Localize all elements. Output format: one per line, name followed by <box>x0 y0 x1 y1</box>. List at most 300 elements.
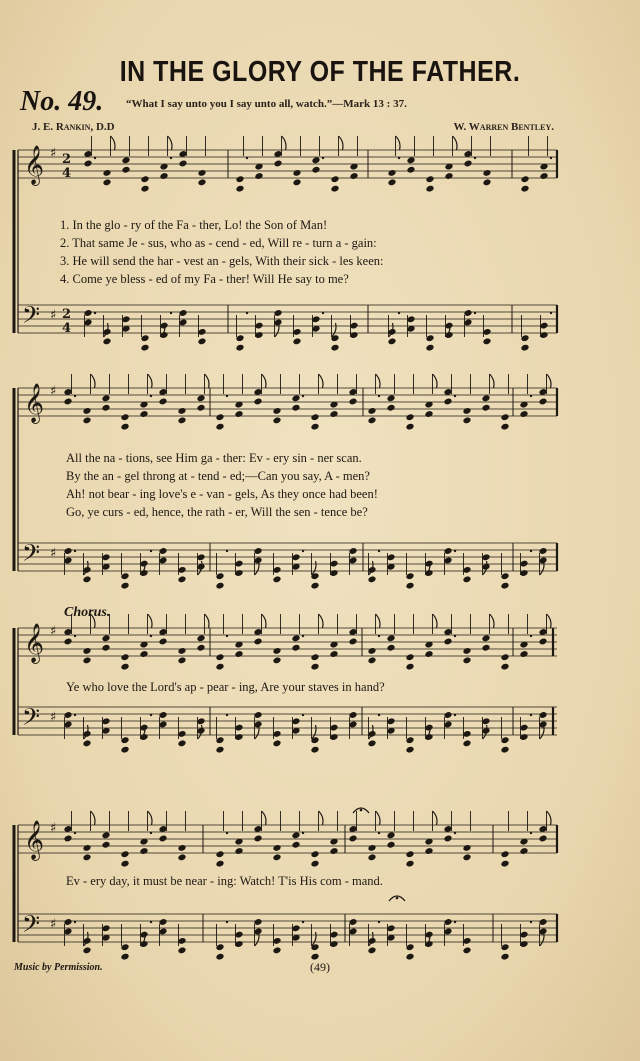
note-head <box>101 394 110 402</box>
note-head <box>367 647 376 655</box>
note-dot <box>74 550 76 552</box>
note-dot <box>170 157 172 159</box>
note-head <box>310 663 319 671</box>
note-dot <box>474 312 476 314</box>
note-head <box>121 156 130 164</box>
treble-clef: 𝄞 <box>24 145 45 185</box>
note-head <box>348 638 357 646</box>
verse-line: All the na - tions, see Him ga - ther: Ev - ery sin - ner scan. <box>66 451 362 465</box>
note-flag <box>339 136 344 150</box>
note-flag <box>205 374 210 388</box>
note-head <box>235 175 244 183</box>
note-head <box>387 178 396 186</box>
note-head <box>311 156 320 164</box>
note-head <box>140 344 149 352</box>
note-head <box>310 413 319 421</box>
note-head <box>158 398 167 406</box>
note-head <box>82 647 91 655</box>
note-head <box>177 575 186 583</box>
note-dot <box>530 714 532 716</box>
note-head <box>367 416 376 424</box>
note-head <box>444 172 453 180</box>
note-head <box>82 946 91 954</box>
note-head <box>310 582 319 590</box>
note-head <box>405 413 414 421</box>
note-head <box>367 739 376 747</box>
note-head <box>405 653 414 661</box>
note-head <box>520 344 529 352</box>
note-dot <box>226 832 228 834</box>
note-head <box>405 423 414 431</box>
note-head <box>482 337 491 345</box>
note-head <box>500 860 509 868</box>
sharp-sign: ♯ <box>50 308 57 323</box>
note-head <box>215 860 224 868</box>
note-flag <box>547 374 552 388</box>
note-dot <box>74 714 76 716</box>
note-head <box>405 582 414 590</box>
note-head <box>102 169 111 177</box>
note-dot <box>302 714 304 716</box>
note-dot <box>302 395 304 397</box>
note-head <box>500 582 509 590</box>
note-flag <box>282 136 287 150</box>
note-head <box>272 416 281 424</box>
note-head <box>482 169 491 177</box>
note-flag <box>205 614 210 628</box>
note-head <box>235 185 244 193</box>
note-head <box>273 160 282 168</box>
note-head <box>462 844 471 852</box>
note-dot <box>246 312 248 314</box>
note-dot <box>454 832 456 834</box>
note-dot <box>550 312 552 314</box>
note-flag <box>433 614 438 628</box>
note-head <box>462 739 471 747</box>
sharp-sign: ♯ <box>50 146 57 161</box>
note-head <box>500 850 509 858</box>
note-head <box>215 653 224 661</box>
note-dot <box>94 312 96 314</box>
note-head <box>367 656 376 664</box>
bass-clef: 𝄢 <box>22 539 41 572</box>
sharp-sign: ♯ <box>50 710 57 725</box>
note-head <box>386 644 395 652</box>
note-head <box>101 404 110 412</box>
note-flag <box>168 136 173 150</box>
note-head <box>291 394 300 402</box>
hymn-title: IN THE GLORY OF THE FATHER. <box>119 55 521 89</box>
bass-clef: 𝄢 <box>22 910 41 943</box>
note-head <box>405 746 414 754</box>
sharp-sign: ♯ <box>50 624 57 639</box>
note-head <box>272 407 281 415</box>
note-head <box>500 423 509 431</box>
note-flag <box>490 614 495 628</box>
note-dot <box>302 635 304 637</box>
note-flag <box>91 374 96 388</box>
note-head <box>234 847 243 855</box>
note-head <box>538 835 547 843</box>
composer-credit: W. Warren Bentley. <box>453 121 554 133</box>
note-head <box>462 853 471 861</box>
note-dot <box>530 550 532 552</box>
note-head <box>215 746 224 754</box>
note-head <box>349 172 358 180</box>
chorus-line: Ye who love the Lord's ap - pear - ing, Are your staves in hand? <box>66 680 385 694</box>
note-flag <box>376 374 381 388</box>
sharp-sign: ♯ <box>50 821 57 836</box>
note-head <box>82 656 91 664</box>
note-dot <box>74 635 76 637</box>
note-head <box>159 172 168 180</box>
note-head <box>539 172 548 180</box>
note-dot <box>302 550 304 552</box>
note-dot <box>550 157 552 159</box>
note-flag <box>111 136 116 150</box>
note-dot <box>322 157 324 159</box>
note-head <box>425 175 434 183</box>
note-head <box>330 344 339 352</box>
note-dot <box>378 635 380 637</box>
note-head <box>443 638 452 646</box>
scripture-epigraph: “What I say unto you I say unto all, watch.”—Mark 13 : 37. <box>126 98 407 110</box>
sharp-sign: ♯ <box>50 917 57 932</box>
note-head <box>387 169 396 177</box>
note-dot <box>226 550 228 552</box>
note-head <box>215 663 224 671</box>
note-head <box>215 423 224 431</box>
time-signature: 2 <box>62 152 72 167</box>
note-head <box>538 398 547 406</box>
note-head <box>367 844 376 852</box>
note-head <box>367 853 376 861</box>
note-head <box>177 416 186 424</box>
note-head <box>196 394 205 402</box>
note-flag <box>91 811 96 825</box>
note-head <box>178 160 187 168</box>
treble-clef: 𝄞 <box>24 820 45 860</box>
note-flag <box>148 614 153 628</box>
note-head <box>310 423 319 431</box>
note-head <box>177 844 186 852</box>
note-head <box>120 860 129 868</box>
note-dot <box>74 832 76 834</box>
note-head <box>177 407 186 415</box>
note-dot <box>150 550 152 552</box>
note-head <box>102 337 111 345</box>
note-dot <box>398 312 400 314</box>
note-flag <box>312 932 317 946</box>
note-head <box>310 653 319 661</box>
note-head <box>139 847 148 855</box>
note-head <box>177 647 186 655</box>
note-dot <box>530 395 532 397</box>
note-head <box>196 634 205 642</box>
note-head <box>215 413 224 421</box>
time-signature: 2 <box>62 307 72 322</box>
note-head <box>139 410 148 418</box>
note-head <box>292 169 301 177</box>
note-head <box>424 410 433 418</box>
note-head <box>215 582 224 590</box>
time-signature: 4 <box>62 166 72 181</box>
verse-line: 4. Come ye bless - ed of my Fa - ther! Will He say to me? <box>60 272 349 286</box>
note-flag <box>262 811 267 825</box>
note-head <box>386 841 395 849</box>
note-head <box>253 638 262 646</box>
music-permission-credit: Music by Permission. <box>14 962 103 973</box>
note-dot <box>378 395 380 397</box>
note-head <box>272 575 281 583</box>
note-head <box>386 831 395 839</box>
note-head <box>82 416 91 424</box>
note-head <box>140 185 149 193</box>
note-head <box>82 575 91 583</box>
note-head <box>462 656 471 664</box>
note-flag <box>453 136 458 150</box>
note-head <box>348 398 357 406</box>
note-head <box>310 860 319 868</box>
note-head <box>329 410 338 418</box>
note-head <box>405 860 414 868</box>
note-flag <box>319 811 324 825</box>
note-head <box>254 172 263 180</box>
note-flag <box>332 323 337 337</box>
treble-clef: 𝄞 <box>24 383 45 423</box>
note-head <box>387 337 396 345</box>
note-head <box>406 166 415 174</box>
note-head <box>197 169 206 177</box>
note-head <box>177 739 186 747</box>
note-head <box>330 175 339 183</box>
note-head <box>520 185 529 193</box>
note-head <box>102 178 111 186</box>
note-dot <box>378 921 380 923</box>
hymn-number: No. 49. <box>20 86 104 117</box>
verse-line: 1. In the glo - ry of the Fa - ther, Lo! the Son of Man! <box>60 218 328 232</box>
note-head <box>443 835 452 843</box>
note-dot <box>454 395 456 397</box>
note-head <box>63 835 72 843</box>
lyricist-credit: J. E. Rankin, D.D <box>32 121 115 133</box>
note-head <box>538 638 547 646</box>
note-head <box>63 398 72 406</box>
note-head <box>101 831 110 839</box>
note-flag <box>376 811 381 825</box>
note-flag <box>490 374 495 388</box>
note-head <box>63 638 72 646</box>
note-head <box>291 634 300 642</box>
note-head <box>520 175 529 183</box>
bass-clef: 𝄢 <box>22 301 41 334</box>
note-dot <box>530 921 532 923</box>
note-head <box>310 746 319 754</box>
chorus-line: Ev - ery day, it must be near - ing: Watch! T'is His com - mand. <box>66 874 383 888</box>
note-dot <box>398 157 400 159</box>
note-head <box>197 337 206 345</box>
note-flag <box>148 811 153 825</box>
note-dot <box>94 157 96 159</box>
note-dot <box>150 395 152 397</box>
note-head <box>272 739 281 747</box>
note-head <box>272 647 281 655</box>
note-head <box>424 650 433 658</box>
verse-line: Go, ye curs - ed, hence, the rath - er, Will the sen - tence be? <box>66 505 368 519</box>
note-dot <box>302 921 304 923</box>
note-head <box>462 407 471 415</box>
note-head <box>82 739 91 747</box>
note-dot <box>454 714 456 716</box>
page-number: (49) <box>310 960 330 974</box>
note-head <box>139 650 148 658</box>
note-head <box>82 407 91 415</box>
note-head <box>462 416 471 424</box>
note-dot <box>378 550 380 552</box>
note-head <box>101 644 110 652</box>
note-head <box>215 850 224 858</box>
note-dot <box>150 714 152 716</box>
note-head <box>311 166 320 174</box>
note-head <box>101 634 110 642</box>
note-head <box>120 850 129 858</box>
note-head <box>405 663 414 671</box>
note-head <box>121 166 130 174</box>
note-head <box>329 847 338 855</box>
note-head <box>425 344 434 352</box>
note-head <box>177 853 186 861</box>
note-head <box>386 394 395 402</box>
note-head <box>481 634 490 642</box>
treble-clef: 𝄞 <box>24 623 45 663</box>
note-head <box>196 404 205 412</box>
note-dot <box>454 550 456 552</box>
note-dot <box>150 635 152 637</box>
note-head <box>386 634 395 642</box>
note-flag <box>433 374 438 388</box>
note-head <box>253 835 262 843</box>
note-head <box>519 410 528 418</box>
note-head <box>462 647 471 655</box>
note-dot <box>226 395 228 397</box>
note-head <box>291 404 300 412</box>
note-head <box>158 638 167 646</box>
verse-line: Ah! not bear - ing love's e - van - gels, As they once had been! <box>66 487 378 501</box>
note-dot <box>302 832 304 834</box>
note-head <box>443 398 452 406</box>
note-dot <box>74 395 76 397</box>
note-flag <box>262 374 267 388</box>
note-head <box>253 398 262 406</box>
note-head <box>83 160 92 168</box>
verse-line: 2. That same Je - sus, who as - cend - ed, Will re - turn a - gain: <box>60 236 377 250</box>
note-dot <box>226 714 228 716</box>
bass-clef: 𝄢 <box>22 703 41 736</box>
note-head <box>481 644 490 652</box>
note-flag <box>319 614 324 628</box>
note-flag <box>376 614 381 628</box>
note-head <box>367 946 376 954</box>
note-head <box>406 156 415 164</box>
note-head <box>292 178 301 186</box>
note-head <box>120 663 129 671</box>
note-head <box>120 653 129 661</box>
note-dot <box>74 921 76 923</box>
note-head <box>101 841 110 849</box>
note-dot <box>226 921 228 923</box>
note-head <box>500 746 509 754</box>
note-head <box>234 410 243 418</box>
note-dot <box>226 635 228 637</box>
note-head <box>140 175 149 183</box>
note-dot <box>474 157 476 159</box>
note-flag <box>396 136 401 150</box>
fermata-dot <box>396 897 399 900</box>
note-head <box>367 575 376 583</box>
note-head <box>272 844 281 852</box>
note-head <box>291 644 300 652</box>
note-head <box>367 407 376 415</box>
note-head <box>158 835 167 843</box>
note-flag <box>319 374 324 388</box>
sharp-sign: ♯ <box>50 384 57 399</box>
note-head <box>462 575 471 583</box>
note-head <box>234 650 243 658</box>
note-flag <box>312 725 317 739</box>
note-head <box>120 423 129 431</box>
note-head <box>329 650 338 658</box>
note-dot <box>246 157 248 159</box>
note-head <box>235 344 244 352</box>
note-flag <box>312 561 317 575</box>
note-dot <box>530 635 532 637</box>
time-signature: 4 <box>62 321 72 336</box>
note-flag <box>148 374 153 388</box>
note-dot <box>454 635 456 637</box>
note-head <box>177 946 186 954</box>
note-head <box>292 337 301 345</box>
note-flag <box>262 614 267 628</box>
note-head <box>481 404 490 412</box>
verse-line: By the an - gel throng at - tend - ed;—Can you say, A - men? <box>66 469 370 483</box>
note-dot <box>378 714 380 716</box>
note-flag <box>547 614 552 628</box>
chorus-label: Chorus. <box>64 605 111 620</box>
verse-line: 3. He will send the har - vest an - gels, With their sick - les keen: <box>60 254 384 268</box>
note-head <box>291 841 300 849</box>
note-head <box>291 831 300 839</box>
note-head <box>519 650 528 658</box>
note-head <box>82 844 91 852</box>
note-head <box>177 656 186 664</box>
note-dot <box>322 312 324 314</box>
note-head <box>196 644 205 652</box>
note-dot <box>454 921 456 923</box>
note-head <box>424 847 433 855</box>
note-flag <box>547 811 552 825</box>
note-head <box>82 853 91 861</box>
note-head <box>197 178 206 186</box>
note-head <box>500 653 509 661</box>
note-head <box>272 853 281 861</box>
note-head <box>481 394 490 402</box>
note-head <box>272 946 281 954</box>
note-head <box>120 413 129 421</box>
note-head <box>310 850 319 858</box>
note-head <box>425 185 434 193</box>
note-head <box>500 413 509 421</box>
note-head <box>482 178 491 186</box>
